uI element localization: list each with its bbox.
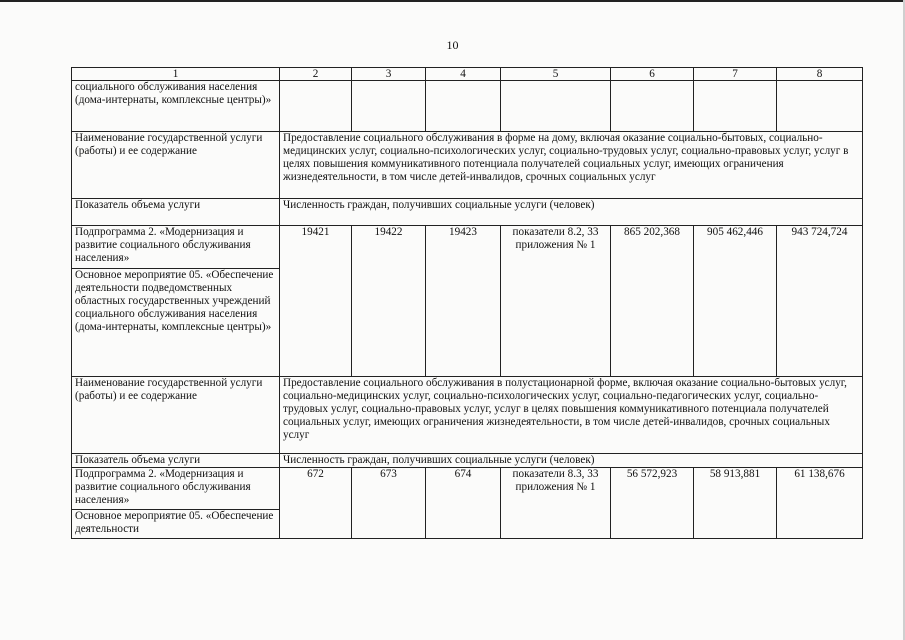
column-header: 4 — [426, 68, 501, 81]
column-header: 5 — [501, 68, 611, 81]
column-header: 1 — [72, 68, 280, 81]
empty-cell — [501, 81, 611, 132]
indicator-label: Показатель объема услуги — [72, 199, 280, 226]
value-col3: 19422 — [352, 226, 426, 377]
value-col2: 672 — [280, 468, 352, 539]
value-col8: 943 724,724 — [777, 226, 863, 377]
value-col3: 673 — [352, 468, 426, 539]
program-row — [72, 468, 863, 510]
empty-cell — [280, 81, 352, 132]
value-col7: 905 462,446 — [694, 226, 777, 377]
value-col4: 674 — [426, 468, 501, 539]
column-header: 8 — [777, 68, 863, 81]
subprogram-text: Подпрограмма 2. «Модернизация и развитие социального обслуживания населения» — [72, 226, 280, 269]
services-table — [71, 67, 863, 539]
continued-event-row — [72, 81, 863, 132]
empty-cell — [352, 81, 426, 132]
empty-cell — [777, 81, 863, 132]
value-col6: 865 202,368 — [611, 226, 694, 377]
service-content: Предоставление социального обслуживания в форме на дому, включая оказание социально-бытовых, социально-медицинских услуг, социально-психологических услуг, социально-трудовых услуг, социально-правовых услуг, услуг в целях повышения коммуникативного потенциала получателей социальных услуг, имеющих ограничения жизнедеятельности, в том числе детей-инвалидов, срочных социальных услуг — [280, 132, 863, 199]
service-label: Наименование государственной услуги (работы) и ее содержание — [72, 132, 280, 199]
empty-cell — [426, 81, 501, 132]
indicator-row — [72, 199, 863, 226]
empty-cell — [694, 81, 777, 132]
indicator-content: Численность граждан, получивших социальные услуги (человек) — [280, 199, 863, 226]
subprogram-text: Подпрограмма 2. «Модернизация и развитие социального обслуживания населения» — [72, 468, 280, 510]
column-header: 7 — [694, 68, 777, 81]
service-label: Наименование государственной услуги (работы) и ее содержание — [72, 377, 280, 454]
indicator-reference: показатели 8.3, 33 приложения № 1 — [501, 468, 611, 539]
event-text: Основное мероприятие 05. «Обеспечение деятельности — [72, 510, 280, 539]
value-col2: 19421 — [280, 226, 352, 377]
value-col7: 58 913,881 — [694, 468, 777, 539]
empty-cell — [611, 81, 694, 132]
service-row — [72, 377, 863, 454]
column-number-row — [72, 68, 863, 81]
service-content: Предоставление социального обслуживания в полустационарной форме, включая оказание социально-бытовых услуг, социально-медицинских услуг, социально-психологических услуг, социально-педагогических услуг, социально-трудовых услуг, социально-правовых услуг, услуг в целях повышения коммуникативного потенциала получателей социальных услуг, имеющих ограничения жизнедеятельности, в том числе детей-инвалидов, срочных социальных услуг — [280, 377, 863, 454]
event-text: Основное мероприятие 05. «Обеспечение деятельности подведомственных областных государственных учреждений социального обслуживания населения (дома-интернаты, комплексные центры)» — [72, 269, 280, 377]
column-header: 2 — [280, 68, 352, 81]
scan-top-border — [0, 0, 905, 2]
program-row — [72, 226, 863, 269]
column-header: 3 — [352, 68, 426, 81]
column-header: 6 — [611, 68, 694, 81]
indicator-reference: показатели 8.2, 33 приложения № 1 — [501, 226, 611, 377]
service-row — [72, 132, 863, 199]
page-number: 10 — [446, 38, 459, 52]
indicator-row — [72, 454, 863, 468]
indicator-label: Показатель объема услуги — [72, 454, 280, 468]
value-col6: 56 572,923 — [611, 468, 694, 539]
value-col8: 61 138,676 — [777, 468, 863, 539]
continued-event-text: социального обслуживания населения (дома-интернаты, комплексные центры)» — [72, 81, 280, 132]
indicator-content: Численность граждан, получивших социальные услуги (человек) — [280, 454, 863, 468]
value-col4: 19423 — [426, 226, 501, 377]
